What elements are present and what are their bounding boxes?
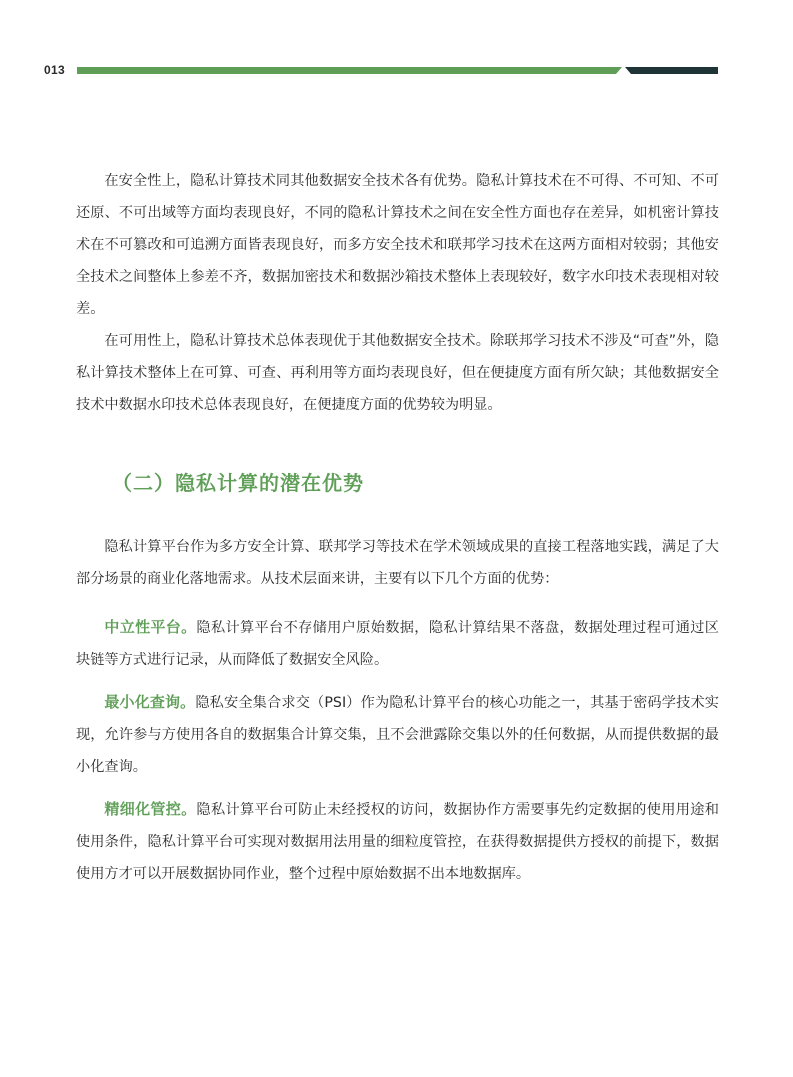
feature-text: 隐私安全集合求交（PSI）作为隐私计算平台的核心功能之一，其基于密码学技术实现，允许参与方使用各自的数据集合计算交集，且不会泄露除交集以外的任何数据，从而提供数据的最小化查询。 [76, 695, 719, 775]
feature-text: 隐私计算平台可防止未经授权的访问，数据协作方需要事先约定数据的使用用途和使用条件，隐私计算平台可实现对数据用法用量的细粒度管控，在获得数据提供方授权的前提下，数据使用方才可以开展数据协同作业，整个过程中原始数据不出本地数据库。 [76, 802, 719, 882]
feature-fine-control [76, 793, 719, 890]
page-content [76, 165, 719, 890]
page-header [0, 0, 793, 90]
feature-text: 隐私计算平台不存储用户原始数据，隐私计算结果不落盘，数据处理过程可通过区块链等方式进行记录，从而降低了数据安全风险。 [76, 620, 719, 668]
header-bar-dark [625, 67, 718, 74]
feature-label: 中立性平台。 [104, 618, 197, 636]
feature-neutral-platform [76, 611, 719, 676]
feature-minimal-query [76, 686, 719, 783]
paragraph-usability: 在可用性上，隐私计算技术总体表现优于其他数据安全技术。除联邦学习技术不涉及“可查”外，隐私计算技术整体上在可算、可查、再利用等方面均表现良好，但在便捷度方面有所欠缺；其他数据安全技术中数据水印技术总体表现良好，在便捷度方面的优势较为明显。 [76, 333, 719, 413]
header-bar-green [77, 67, 622, 74]
section-title: （二）隐私计算的潜在优势 [112, 471, 364, 495]
feature-label: 最小化查询。 [104, 693, 196, 711]
paragraph-intro: 隐私计算平台作为多方安全计算、联邦学习等技术在学术领域成果的直接工程落地实践，满足了大部分场景的商业化落地需求。从技术层面来讲，主要有以下几个方面的优势： [76, 539, 719, 587]
page-number: 013 [44, 63, 65, 77]
feature-label: 精细化管控。 [104, 800, 197, 818]
paragraph-security: 在安全性上，隐私计算技术同其他数据安全技术各有优势。隐私计算技术在不可得、不可知、不可还原、不可出域等方面均表现良好，不同的隐私计算技术之间在安全性方面也存在差异，如机密计算技术在不可篡改和可追溯方面皆表现良好，而多方安全技术和联邦学习技术在这两方面相对较弱；其他安全技术之间整体上参差不齐，数据加密技术和数据沙箱技术整体上表现较好，数字水印技术表现相对较差。 [76, 173, 719, 317]
